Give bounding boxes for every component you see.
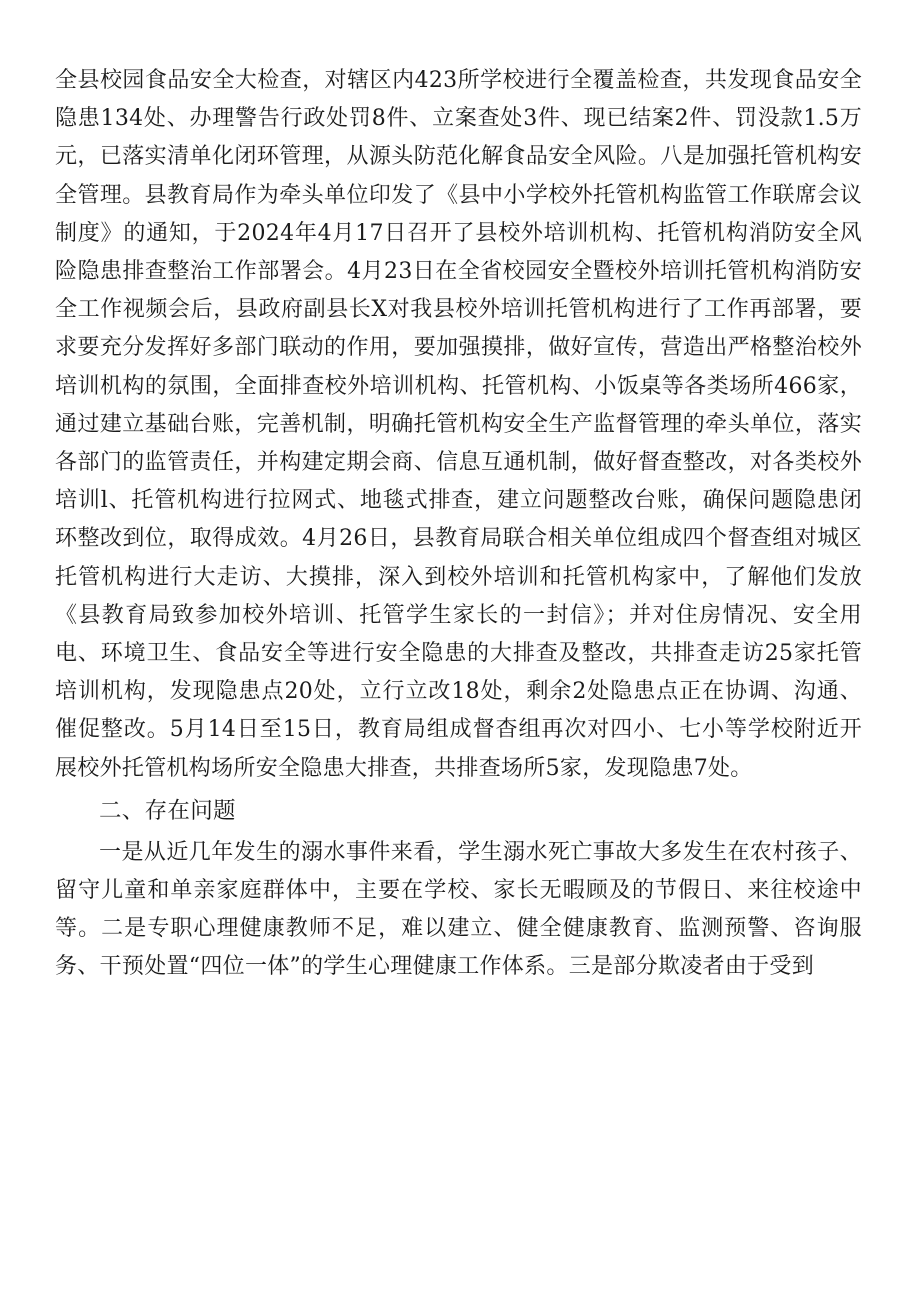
section-heading: 二、存在问题: [99, 797, 236, 824]
body-paragraph-problems: 一是从近几年发生的溺水事件来看，学生溺水死亡事故大多发生在农村孩子、留守儿童和单亲家庭群体中，主要在学校、家长无暇顾及的节假日、来往校途中等。二是专职心理健康教师不足，难以建立、健全健康教育、监测预警、咨询服务、干预处置“四位一体”的学生心理健康工作体系。三是部分欺凌者由于受到: [55, 839, 862, 980]
body-paragraph-continued: 全县校园食品安全大检查，对辖区内423所学校进行全覆盖检查，共发现食品安全隐患134处、办理警告行政处罚8件、立案查处3件、现已结案2件、罚没款1.5万元，已落实清单化闭环管理，从源头防范化解食品安全风险。八是加强托管机构安全管理。县教育局作为牵头单位印发了《县中小学校外托管机构监管工作联席会议制度》的通知，于2024年4月17日召开了县校外培训机构、托管机构消防安全风险隐患排查整治工作部署会。4月23日在全省校园安全暨校外培训托管机构消防安全工作视频会后，县政府副县长X对我县校外培训托管机构进行了工作再部署，要求要充分发挥好多部门联动的作用，要加强摸排，做好宣传，营造出严格整治校外培训机构的氛围，全面排查校外培训机构、托管机构、小饭桌等各类场所466家，通过建立基础台账，完善机制，明确托管机构安全生产监督管理的牵头单位，落实各部门的监管责任，并构建定期会商、信息互通机制，做好督查整改，对各类校外培训l、托管机构进行拉网式、地毯式排查，建立问题整改台账，确保问题隐患闭环整改到位，取得成效。4月26日，县教育局联合相关单位组成四个督查组对城区托管机构进行大走访、大摸排，深入到校外培训和托管机构家中，了解他们发放《县教育局致参加校外培训、托管学生家长的一封信》；并对住房情况、安全用电、环境卫生、食品安全等进行安全隐患的大排查及整改，共排查走访25家托管培训机构，发现隐患点20处，立行立改18处，剩余2处隐患点正在协调、沟通、催促整改。5月14日至15日，教育局组成督杳组再次对四小、七小等学校附近开展校外托管机构场所安全隐患大排查，共排查场所5家，发现隐患7处。: [55, 68, 862, 781]
